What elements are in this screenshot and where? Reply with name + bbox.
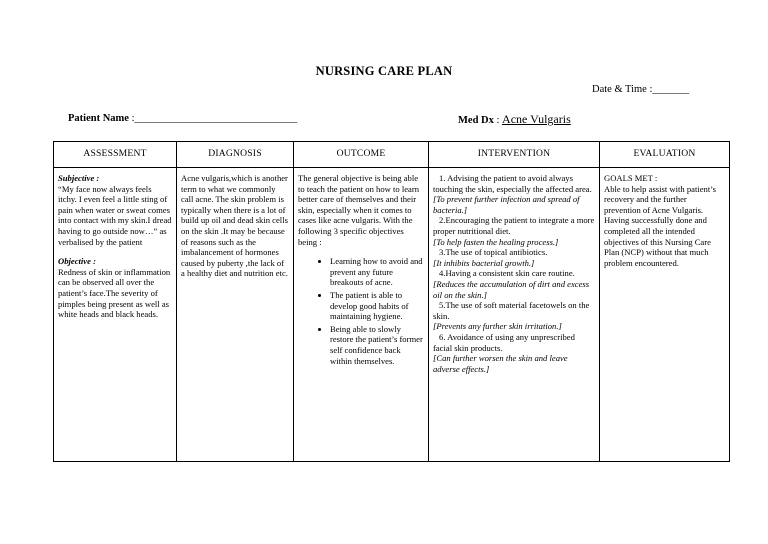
intervention-number: 6. — [439, 331, 446, 342]
intervention-text: Having a consistent skin care routine. — [445, 268, 575, 279]
care-plan-table — [53, 141, 730, 462]
outcome-cell — [294, 168, 429, 462]
intervention-text: Advising the patient to avoid always touching the skin, especially the affected area. — [433, 173, 592, 194]
assessment-cell — [54, 168, 177, 462]
diagnosis-cell — [177, 168, 294, 462]
intervention-number: 1. — [439, 173, 446, 183]
intervention-text: Encouraging the patient to integrate a more proper nutritional diet. — [433, 215, 595, 236]
med-dx-value: Acne Vulgaris — [502, 112, 571, 126]
list-item: • Being able to slowly restore the patient’s former self confidence back within themselves. — [330, 324, 424, 366]
intervention-number: 5. — [439, 300, 446, 311]
intervention-rationale: [Can further worsen the skin and leave adverse effects.] — [433, 353, 568, 374]
intervention-item — [433, 268, 595, 279]
table-row — [54, 168, 730, 462]
patient-name-field — [68, 113, 297, 124]
table-header-row — [54, 142, 730, 168]
intervention-text: The use of topical antibiotics. — [445, 247, 548, 258]
intervention-cell — [429, 168, 600, 462]
intervention-rationale: [To help fasten the healing process.] — [433, 236, 559, 247]
objective-text: Redness of skin or inflammation can be observed all over the patient’s face.The severity of pimples being present as well as white heads and black heads. — [58, 266, 171, 320]
header-outcome: OUTCOME — [294, 142, 429, 168]
objectives-list — [298, 256, 424, 366]
subjective-label: Subjective : — [58, 173, 100, 183]
header-assessment: ASSESSMENT — [54, 142, 177, 168]
intervention-number: 3. — [439, 247, 446, 258]
intervention-item — [433, 215, 595, 236]
date-time-label: Date & Time : — [592, 84, 653, 95]
med-dx-field — [458, 112, 571, 127]
patient-name-label: Patient Name — [68, 113, 129, 124]
intervention-number: 2. — [439, 215, 446, 226]
outcome-intro: The general objective is being able to teach the patient on how to learn better care of themselves and their skin, especially when it comes to cases like acne vulgaris. With the following 3 specific objectives being : — [298, 173, 419, 247]
header-evaluation: EVALUATION — [600, 142, 730, 168]
header-diagnosis: DIAGNOSIS — [177, 142, 294, 168]
diagnosis-text: Acne vulgaris,which is another term to what we commonly call acne. The skin problem is typically when there is a lot of build up oil and dead skin cells on the skin .It may be because of reasons such as the imbalancement of hormones caused by puberty ,the lack of a healthy diet and nutrition etc. — [181, 173, 288, 279]
header-intervention: INTERVENTION — [429, 142, 600, 168]
evaluation-text: Able to help assist with patient’s recovery and the further prevention of Acne Vulgaris. Having successfully done and completed all the intended objectives of this Nursing Care Plan (NCP) without that much problem encountered. — [604, 183, 716, 268]
intervention-item — [433, 173, 595, 194]
page-title: NURSING CARE PLAN — [315, 64, 453, 78]
intervention-text: Avoidance of using any unprescribed facial skin products. — [433, 331, 575, 353]
intervention-rationale: [Reduces the accumulation of dirt and excess oil on the skin.] — [433, 278, 590, 300]
evaluation-cell — [600, 168, 730, 462]
list-item: • Learning how to avoid and prevent any future breakouts of acne. — [330, 256, 424, 288]
intervention-rationale: [Prevents any further skin irritation.] — [433, 321, 562, 332]
date-time-blank: _______ — [652, 84, 690, 95]
intervention-rationale: [To prevent further infection and spread of bacteria.] — [433, 194, 580, 215]
patient-name-blank: :_______________________________ — [128, 113, 298, 124]
evaluation-heading: GOALS MET : — [604, 173, 658, 183]
intervention-rationale: [It inhibits bacterial growth.] — [433, 257, 535, 268]
list-item: • The patient is able to develop good habits of maintaining hygiene. — [330, 290, 424, 322]
date-time-field — [592, 84, 689, 95]
intervention-item — [433, 300, 595, 321]
intervention-text: The use of soft material facetowels on the skin. — [433, 300, 590, 321]
subjective-text: “My face now always feels itchy. I even feel a little sting of pain when water or sweat comes into contact with my skin.I dread having to go outside now…” as verbalised by the patient — [58, 183, 172, 247]
med-dx-label: Med Dx — [458, 115, 494, 126]
objective-label: Objective : — [58, 256, 96, 267]
intervention-item — [433, 247, 595, 258]
intervention-item — [433, 332, 595, 353]
med-dx-separator: : — [493, 115, 503, 126]
intervention-number: 4. — [439, 268, 446, 279]
